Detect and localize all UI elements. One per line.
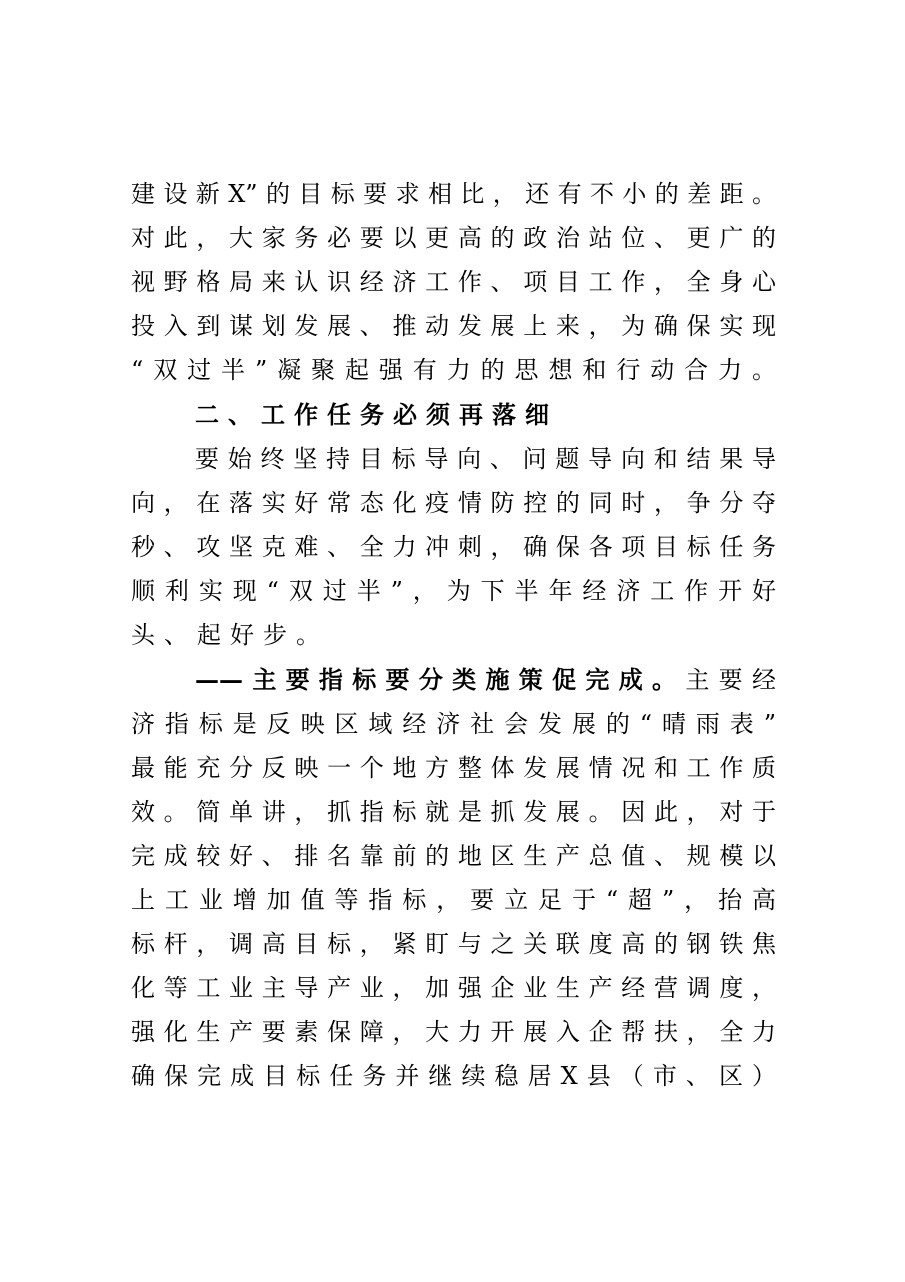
text-line: “双过半”凝聚起强有力的思想和行动合力。 xyxy=(131,356,776,384)
text-line: 顺利实现“双过半”，为下半年经济工作开好 xyxy=(131,577,776,605)
text-line: 强化生产要素保障，大力开展入企帮扶，全力 xyxy=(131,1018,776,1046)
text-line: 完成较好、排名靠前的地区生产总值、规模以 xyxy=(131,842,776,870)
text-line: 视野格局来认识经济工作、项目工作，全身心 xyxy=(131,268,776,296)
text-line: 向，在落实好常态化疫情防控的同时，争分夺 xyxy=(131,489,776,517)
text-line: 投入到谋划发展、推动发展上来，为确保实现 xyxy=(131,312,776,340)
text-line: 济指标是反映区域经济社会发展的“晴雨表” xyxy=(131,710,776,738)
paragraph-first-line xyxy=(195,665,776,695)
text-line: 最能充分反映一个地方整体发展情况和工作质 xyxy=(131,754,776,782)
text-line: 效。简单讲，抓指标就是抓发展。因此，对于 xyxy=(131,798,776,826)
text-line: 确保完成目标任务并继续稳居X县（市、区） xyxy=(131,1062,776,1090)
paragraph-first-line: 要始终坚持目标导向、问题导向和结果导 xyxy=(195,445,776,473)
lead-continuation: 主要经 xyxy=(685,666,776,694)
bold-lead-phrase: ——主要指标要分类施策促完成。 xyxy=(195,665,686,694)
section-heading: 二、工作任务必须再落细 xyxy=(195,400,558,429)
text-line: 建设新X”的目标要求相比，还有不小的差距。 xyxy=(131,180,776,208)
text-line: 化等工业主导产业，加强企业生产经营调度， xyxy=(131,974,776,1002)
text-line: 头、起好步。 xyxy=(131,621,329,649)
text-line: 标杆，调高目标，紧盯与之关联度高的钢铁焦 xyxy=(131,930,776,958)
text-line: 上工业增加值等指标，要立足于“超”，抬高 xyxy=(131,886,776,914)
text-line: 对此，大家务必要以更高的政治站位、更广的 xyxy=(131,224,776,252)
text-line: 秒、攻坚克难、全力冲刺，确保各项目标任务 xyxy=(131,533,776,561)
